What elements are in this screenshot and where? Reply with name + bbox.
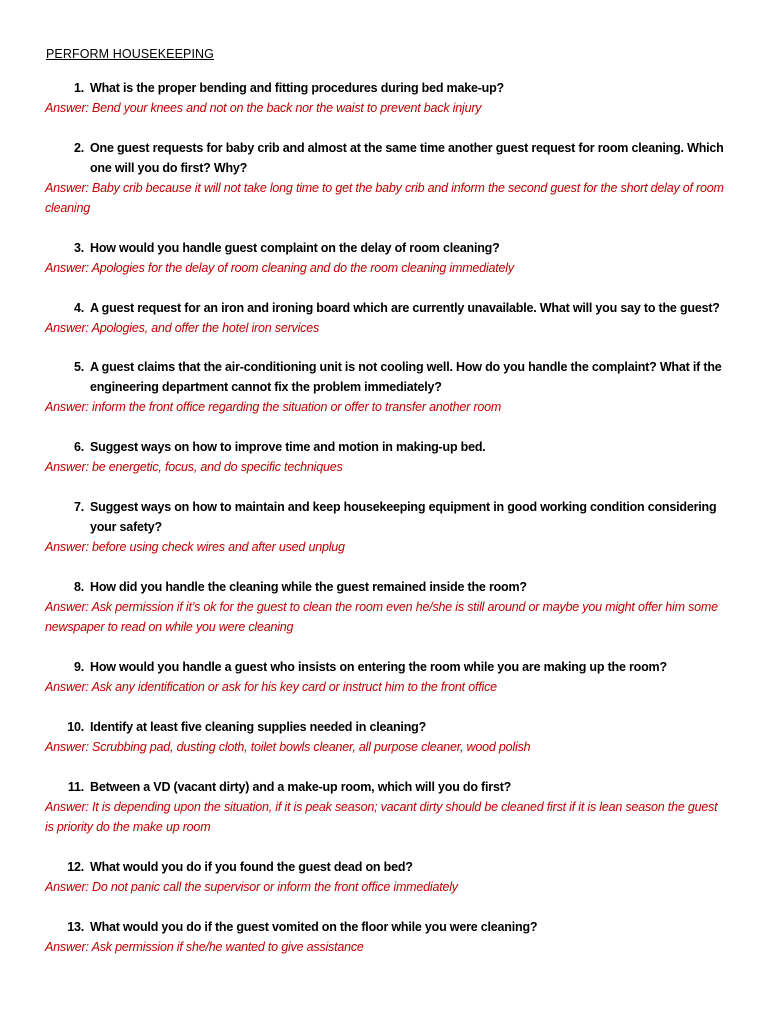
- qa-item-4: [0, 298, 768, 338]
- question-text: Suggest ways on how to improve time and motion in making-up bed.: [90, 440, 486, 454]
- qa-item-7: [0, 497, 768, 557]
- question-number: 10.: [67, 720, 84, 734]
- question-10: [67, 717, 730, 737]
- question-text: A guest claims that the air-conditioning unit is not cooling well. How do you handle the complaint? What if the engineering department cannot fix the problem immediately?: [90, 360, 722, 394]
- answer-3: Answer: Apologies for the delay of room cleaning and do the room cleaning immediately: [45, 261, 514, 275]
- question-text: One guest requests for baby crib and almost at the same time another guest request for room cleaning. Which one will you do first? Why?: [90, 141, 724, 175]
- answer-6: Answer: be energetic, focus, and do specific techniques: [45, 460, 343, 474]
- question-number: 6.: [73, 440, 84, 454]
- qa-item-8: [0, 577, 768, 637]
- qa-item-2: [0, 138, 768, 218]
- question-5: [73, 357, 730, 397]
- question-text: How would you handle a guest who insists on entering the room while you are making up the room?: [90, 660, 667, 674]
- question-number: 5.: [73, 360, 84, 374]
- qa-item-11: [0, 777, 768, 837]
- answer-12: Answer: Do not panic call the supervisor or inform the front office immediately: [45, 880, 458, 894]
- answer-13: Answer: Ask permission if she/he wanted to give assistance: [45, 940, 364, 954]
- qa-item-9: [0, 657, 768, 697]
- question-3: [73, 238, 730, 258]
- answer-9: Answer: Ask any identification or ask for his key card or instruct him to the front office: [45, 680, 497, 694]
- question-number: 9.: [73, 660, 84, 674]
- question-text: What is the proper bending and fitting procedures during bed make-up?: [90, 81, 504, 95]
- question-text: What would you do if the guest vomited on the floor while you were cleaning?: [90, 920, 538, 934]
- question-8: [73, 577, 730, 597]
- question-text: Suggest ways on how to maintain and keep housekeeping equipment in good working condition considering your safety?: [90, 500, 717, 534]
- question-13: [67, 917, 730, 937]
- question-text: How would you handle guest complaint on the delay of room cleaning?: [90, 241, 500, 255]
- answer-11: Answer: It is depending upon the situation, if it is peak season; vacant dirty should be cleaned first if it is lean season the guest is priority do the make up room: [45, 800, 718, 834]
- question-text: What would you do if you found the guest dead on bed?: [90, 860, 413, 874]
- question-text: Identify at least five cleaning supplies needed in cleaning?: [90, 720, 427, 734]
- answer-4: Answer: Apologies, and offer the hotel iron services: [45, 321, 320, 335]
- question-11: [67, 777, 730, 797]
- question-number: 13.: [67, 920, 84, 934]
- qa-item-12: [0, 857, 768, 897]
- answer-10: Answer: Scrubbing pad, dusting cloth, toilet bowls cleaner, all purpose cleaner, wood polish: [45, 740, 531, 754]
- question-7: [73, 497, 730, 537]
- answer-7: Answer: before using check wires and after used unplug: [45, 540, 345, 554]
- question-4: [73, 298, 730, 318]
- question-number: 4.: [73, 301, 84, 315]
- answer-2: Answer: Baby crib because it will not take long time to get the baby crib and inform the second guest for the short delay of room cleaning: [45, 181, 724, 215]
- question-text: A guest request for an iron and ironing board which are currently unavailable. What will you say to the guest?: [90, 301, 720, 315]
- question-1: [73, 78, 730, 98]
- qa-item-1: [0, 78, 768, 118]
- question-text: Between a VD (vacant dirty) and a make-up room, which will you do first?: [90, 780, 512, 794]
- question-text: How did you handle the cleaning while the guest remained inside the room?: [90, 580, 527, 594]
- question-2: [73, 138, 730, 178]
- qa-item-5: [0, 357, 768, 417]
- answer-5: Answer: inform the front office regarding the situation or offer to transfer another room: [45, 400, 502, 414]
- question-number: 7.: [73, 500, 84, 514]
- question-number: 11.: [67, 780, 84, 794]
- question-9: [73, 657, 730, 677]
- question-number: 3.: [73, 241, 84, 255]
- qa-item-10: [0, 717, 768, 757]
- question-number: 2.: [73, 141, 84, 155]
- qa-item-13: [0, 917, 768, 957]
- question-number: 12.: [67, 860, 84, 874]
- qa-item-6: [0, 437, 768, 477]
- document-title: PERFORM HOUSEKEEPING: [46, 47, 214, 61]
- qa-item-3: [0, 238, 768, 278]
- question-number: 8.: [73, 580, 84, 594]
- question-number: 1.: [73, 81, 84, 95]
- answer-1: Answer: Bend your knees and not on the back nor the waist to prevent back injury: [45, 101, 482, 115]
- question-6: [73, 437, 730, 457]
- answer-8: Answer: Ask permission if it’s ok for the guest to clean the room even he/she is still around or maybe you might offer him some newspaper to read on while you were cleaning: [45, 600, 718, 634]
- question-12: [67, 857, 730, 877]
